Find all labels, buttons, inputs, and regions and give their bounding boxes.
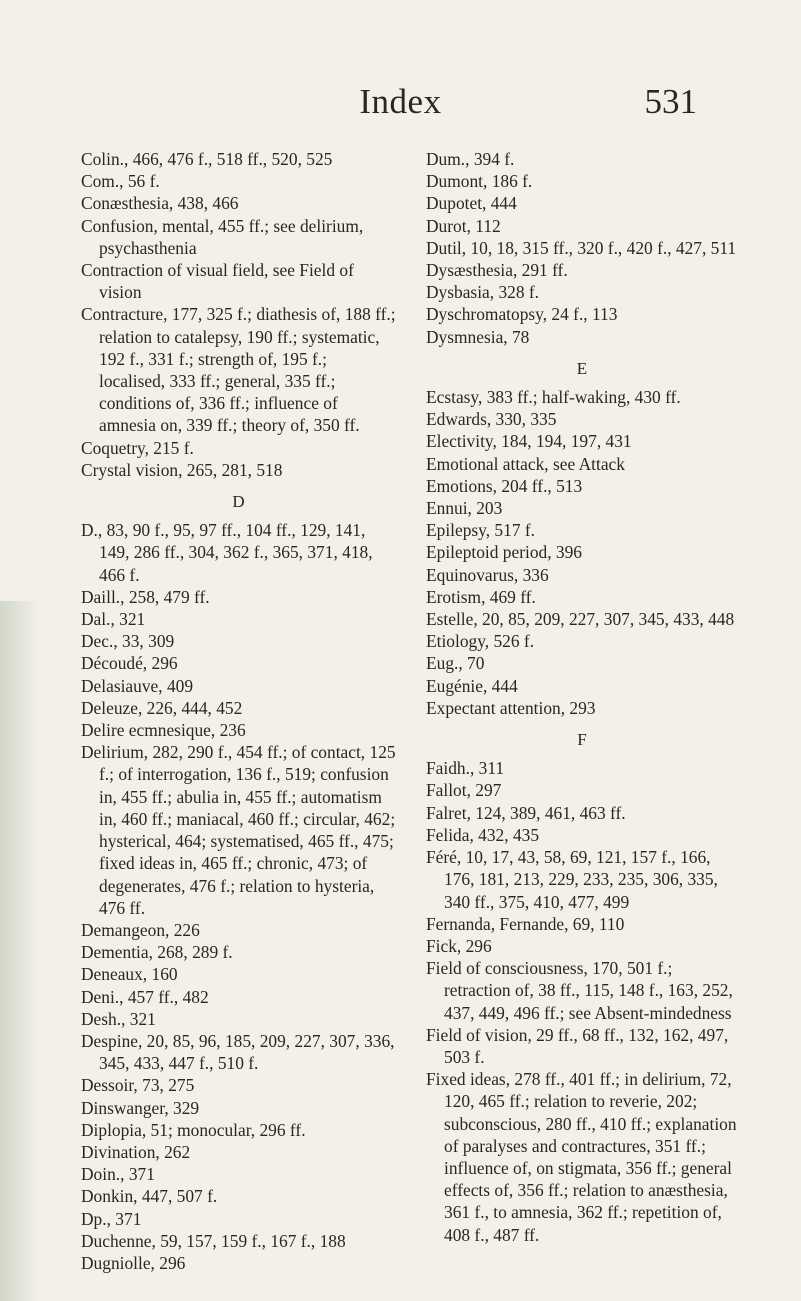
index-entry: Dysbasia, 328 f.	[426, 282, 540, 303]
index-entry: Edwards, 330, 335	[426, 409, 557, 430]
index-entry: Doin., 371	[81, 1164, 155, 1185]
index-entry: Ecstasy, 383 ff.; half-waking, 430 ff.	[426, 387, 681, 408]
index-entry: Dessoir, 73, 275	[81, 1075, 195, 1096]
index-entry: Féré, 10, 17, 43, 58, 69, 121, 157 f., 166, 176, 181, 213, 229, 233, 235, 306, 335, 340 ff., 375, 410, 477, 499	[426, 847, 718, 912]
index-entry: Fixed ideas, 278 ff., 401 ff.; in delirium, 72, 120, 465 ff.; relation to reverie, 202; subconscious, 280 ff., 410 ff.; explanation of paralyses and contractures, 351 ff.; influence of, on stigmata, 356 ff.; general effects of, 356 ff.; relation to anæsthesia, 361 f., to amnesia, 362 ff.; repetition of, 408 f., 487 ff.	[426, 1069, 737, 1245]
index-entry: Faidh., 311	[426, 758, 505, 779]
index-column-right	[426, 148, 738, 1246]
index-entry: Dyschromatopsy, 24 f., 113	[426, 304, 618, 325]
index-entry: Diplopia, 51; monocular, 296 ff.	[81, 1119, 306, 1140]
index-entry: Fernanda, Fernande, 69, 110	[426, 913, 625, 934]
index-entry: Coquetry, 215 f.	[81, 437, 194, 458]
index-entry: Eug., 70	[426, 653, 485, 674]
index-entry: Eugénie, 444	[426, 675, 518, 696]
index-entry: Dutil, 10, 18, 315 ff., 320 f., 420 f., 427, 511	[426, 237, 737, 258]
index-entry: Demangeon, 226	[81, 919, 200, 940]
index-entry: Contracture, 177, 325 f.; diathesis of, 188 ff.; relation to catalepsy, 190 ff.; systematic, 192 f., 331 f.; strength of, 195 f.; localised, 333 ff.; general, 335 ff.; conditions of, 336 ff.; influence of amnesia on, 339 ff.; theory of, 350 ff.	[81, 304, 396, 436]
index-entry: Epileptoid period, 396	[426, 542, 583, 563]
index-entry: Confusion, mental, 455 ff.; see delirium, psychasthenia	[81, 215, 364, 258]
index-entry: Falret, 124, 389, 461, 463 ff.	[426, 802, 626, 823]
index-entry: Dugniolle, 296	[81, 1252, 186, 1273]
index-entry: Fallot, 297	[426, 780, 502, 801]
page-title: Index	[359, 82, 442, 121]
index-entry: Dysæsthesia, 291 ff.	[426, 260, 568, 281]
index-entry: Erotism, 469 ff.	[426, 586, 536, 607]
index-entry: Duchenne, 59, 157, 159 f., 167 f., 188	[81, 1230, 346, 1251]
index-entry: Dec., 33, 309	[81, 631, 175, 652]
index-entry: Donkin, 447, 507 f.	[81, 1186, 218, 1207]
index-entry: Conæsthesia, 438, 466	[81, 193, 239, 214]
index-entry: Dementia, 268, 289 f.	[81, 942, 233, 963]
index-entry: Colin., 466, 476 f., 518 ff., 520, 525	[81, 149, 333, 169]
index-entry: Dal., 321	[81, 609, 146, 630]
index-entry: Dinswanger, 329	[81, 1097, 200, 1118]
index-entry: Fick, 296	[426, 935, 492, 956]
index-entry: Com., 56 f.	[81, 171, 160, 192]
index-entry: Desh., 321	[81, 1008, 156, 1029]
index-entry: Dum., 394 f.	[426, 149, 515, 169]
section-letter: E	[576, 358, 588, 378]
index-entry: Equinovarus, 336	[426, 564, 549, 585]
index-entry: Despine, 20, 85, 96, 185, 209, 227, 307, 336, 345, 433, 447 f., 510 f.	[81, 1030, 395, 1074]
index-entry: Dupotet, 444	[426, 193, 517, 214]
index-entry: Delirium, 282, 290 f., 454 ff.; of contact, 125 f.; of interrogation, 136 f., 519; confusion in, 455 ff.; abulia in, 455 ff.; automatism in, 460 ff.; maniacal, 460 ff.; circular, 462; hysterical, 464; systematised, 465 ff., 475; fixed ideas in, 465 ff.; chronic, 473; of degenerates, 476 f.; relation to hysteria, 476 ff.	[81, 742, 396, 918]
index-column-left	[81, 148, 396, 1274]
index-entry: Dumont, 186 f.	[426, 171, 533, 192]
index-entry: Field of vision, 29 ff., 68 ff., 132, 162, 497, 503 f.	[426, 1024, 729, 1067]
page-number: 531	[644, 82, 697, 121]
section-letter: D	[232, 492, 245, 512]
index-entry: Field of consciousness, 170, 501 f.; retraction of, 38 ff., 115, 148 f., 163, 252, 437, 449, 496 ff.; see Absent-mindedness	[426, 958, 733, 1023]
index-entry: Expectant attention, 293	[426, 697, 596, 718]
index-entry: Dysmnesia, 78	[426, 326, 530, 347]
index-entry: Durot, 112	[426, 215, 501, 236]
index-entry: Electivity, 184, 194, 197, 431	[426, 431, 632, 452]
index-entry: Estelle, 20, 85, 209, 227, 307, 345, 433, 448	[426, 609, 735, 630]
index-entry: Delire ecmnesique, 236	[81, 720, 246, 741]
page-header	[0, 0, 801, 130]
index-entry: Ennui, 203	[426, 498, 503, 519]
page-edge-shadow	[0, 601, 40, 1301]
index-entry: Contraction of visual field, see Field of vision	[81, 260, 354, 303]
index-entry: Dp., 371	[81, 1208, 142, 1229]
index-entry: Deneaux, 160	[81, 964, 178, 985]
index-entry: Deleuze, 226, 444, 452	[81, 697, 243, 718]
index-entry: Divination, 262	[81, 1141, 191, 1162]
index-entry: Etiology, 526 f.	[426, 631, 535, 652]
index-entry: Epilepsy, 517 f.	[426, 520, 535, 541]
index-entry: D., 83, 90 f., 95, 97 ff., 104 ff., 129, 141, 149, 286 ff., 304, 362 f., 365, 371, 418, 466 f.	[81, 520, 373, 585]
index-entry: Découdé, 296	[81, 653, 178, 674]
index-entry: Daill., 258, 479 ff.	[81, 586, 210, 607]
index-entry: Crystal vision, 265, 281, 518	[81, 459, 283, 480]
index-entry: Deni., 457 ff., 482	[81, 986, 209, 1007]
index-entry: Delasiauve, 409	[81, 675, 194, 696]
section-letter: F	[577, 730, 587, 750]
index-entry: Felida, 432, 435	[426, 824, 540, 845]
index-entry: Emotional attack, see Attack	[426, 453, 625, 474]
index-entry: Emotions, 204 ff., 513	[426, 475, 583, 496]
